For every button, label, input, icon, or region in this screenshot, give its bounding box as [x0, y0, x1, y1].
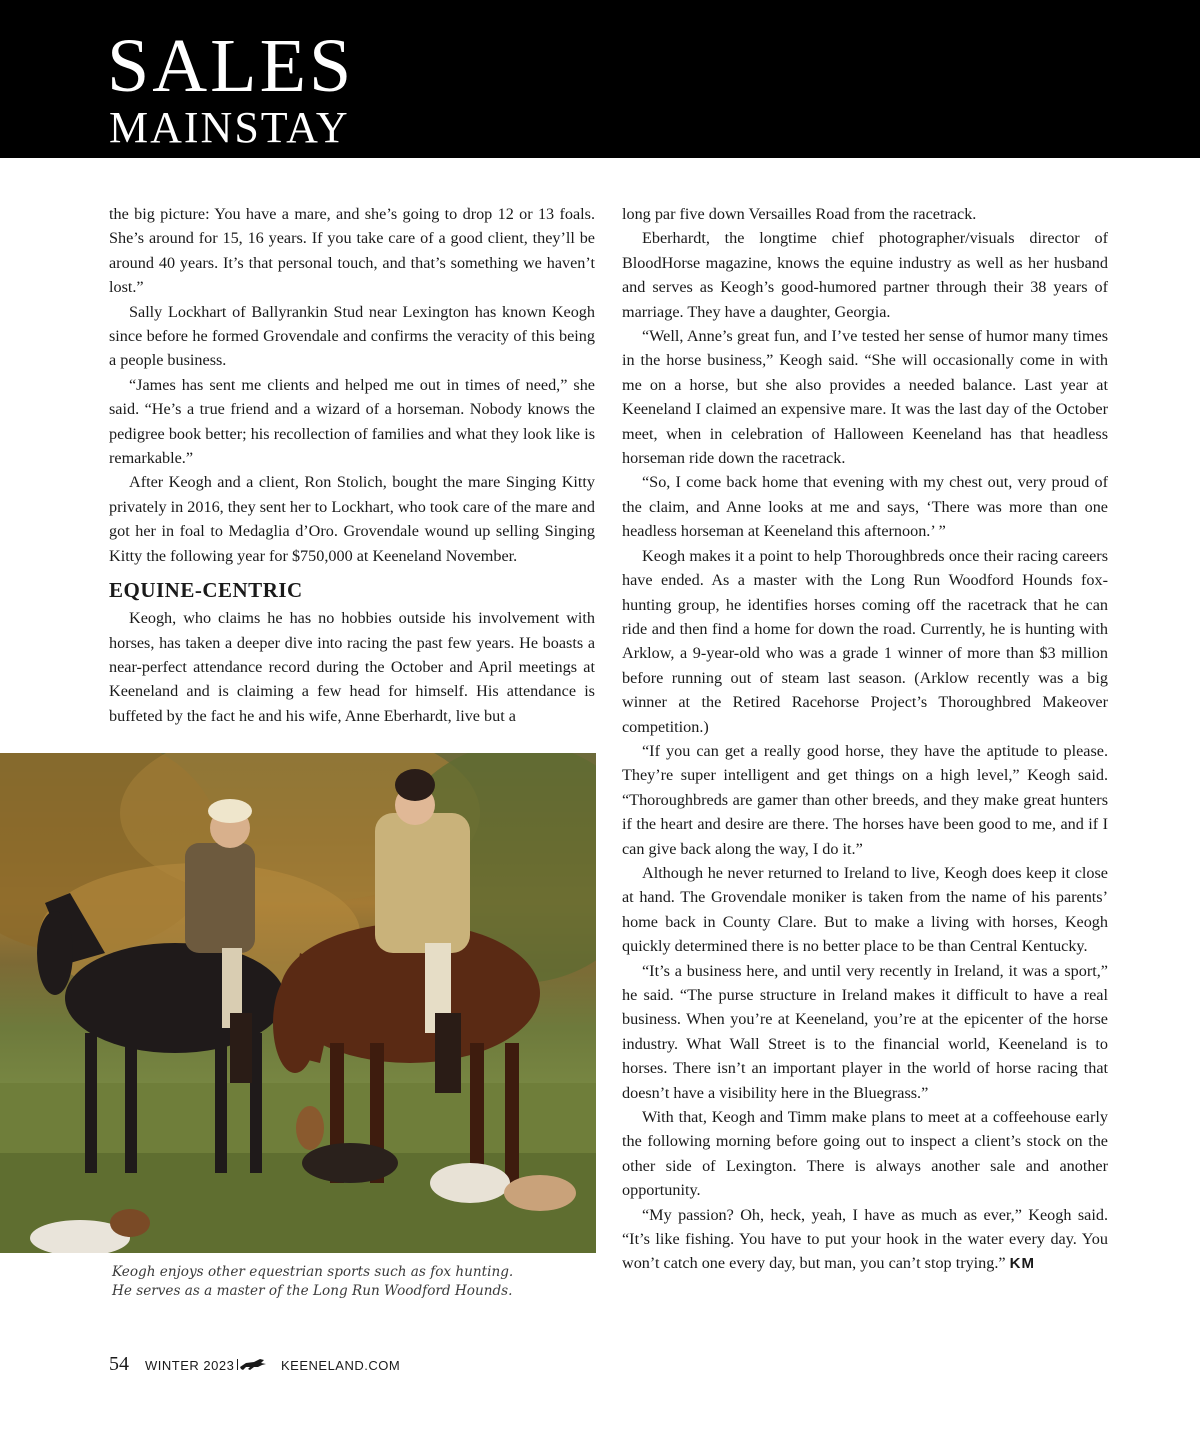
section-title: SALES	[107, 24, 355, 108]
body-paragraph: Although he never returned to Ireland to live, Keogh does keep it close at hand. The Grovendale moniker is taken from the name of his parents’ home back in County Clare. But to make a living with horses, Keogh quickly determined there is no better place to be than Central Kentucky.	[622, 863, 1108, 956]
keeneland-horse-logo-icon	[236, 1355, 272, 1373]
end-mark: KM	[1009, 1255, 1035, 1273]
caption-line: He serves as a master of the Long Run Woodford Hounds.	[112, 1283, 513, 1299]
body-paragraph: “Well, Anne’s great fun, and I’ve tested her sense of humor many times in the horse business,” Keogh said. “She will occasionally come in with me on a horse, but she also provides a needed balance. Last year at Keeneland I claimed an expensive mare. It was the last day of the October meet, when in celebration of Halloween Keeneland has that headless horseman ride down the racetrack.	[622, 327, 1108, 468]
website-label: KEENELAND.COM	[281, 1358, 401, 1373]
section-subtitle: MAINSTAY	[109, 103, 350, 152]
issue-label: WINTER 2023	[145, 1358, 235, 1373]
photo-caption	[112, 1263, 582, 1301]
final-paragraph	[622, 1203, 1108, 1277]
body-paragraph: “It’s a business here, and until very recently in Ireland, it was a sport,” he said. “The purse structure in Ireland makes it difficult to have a real business. When you’re at Keeneland, you’re at the epicenter of the horse industry. What Wall Street is to the financial world, Keeneland is to horses. There isn’t an important player in the world of horse racing that doesn’t have a visibility here in the Bluegrass.”	[622, 961, 1108, 1102]
body-paragraph: Eberhardt, the longtime chief photographer/visuals director of BloodHorse magazine, knows the equine industry as well as her husband and serves as Keogh’s good-humored partner through their 38 years of marriage. They have a daughter, Georgia.	[622, 229, 1108, 321]
fox-hunting-photo	[0, 753, 596, 1253]
final-paragraph-text: “My passion? Oh, heck, yeah, I have as much as ever,” Keogh said. “It’s like fishing. You have to put your hook in the water every day. You won’t catch one every day, but man, you can’t stop trying.”	[622, 1205, 1108, 1273]
section-heading: EQUINE-CENTRIC	[109, 578, 303, 603]
body-paragraph: the big picture: You have a mare, and she’s going to drop 12 or 13 foals. She’s around for 15, 16 years. If you take care of a good client, they’ll be around 40 years. It’s that personal touch, and that’s something we haven’t lost.”	[109, 205, 595, 297]
photo-illustration	[0, 753, 596, 1253]
right-column	[622, 202, 1108, 1277]
page-number: 54	[109, 1353, 129, 1375]
section-banner	[0, 0, 1200, 158]
body-paragraph: long par five down Versailles Road from the racetrack.	[622, 205, 977, 223]
body-paragraph: After Keogh and a client, Ron Stolich, bought the mare Singing Kitty privately in 2016, they sent her to Lockhart, who took care of the mare and got her in foal to Medaglia d’Oro. Grovendale wound up selling Singing Kitty the following year for $750,000 at Keeneland November.	[109, 473, 595, 565]
body-paragraph: With that, Keogh and Timm make plans to meet at a coffeehouse early the following morning before going out to inspect a client’s stock on the other side of Lexington. There is always another sale and another opportunity.	[622, 1108, 1108, 1200]
body-paragraph: “If you can get a really good horse, they have the aptitude to please. They’re super intelligent and get things on a high level,” Keogh said. “Thoroughbreds are gamer than other breeds, and they make great hunters if the heart and desire are there. The horses have been good to me, and if I can give back along the way, I do it.”	[622, 741, 1108, 858]
body-paragraph: “So, I come back home that evening with my chest out, very proud of the claim, and Anne looks at me and says, ‘There was more than one headless horseman at Keeneland this afternoon.’ ”	[622, 473, 1108, 541]
body-paragraph: “James has sent me clients and helped me out in times of need,” she said. “He’s a true friend and a wizard of a horseman. Nobody knows the pedigree book better; his recollection of families and what they look like is remarkable.”	[109, 375, 595, 468]
caption-line: Keogh enjoys other equestrian sports such as fox hunting.	[112, 1264, 514, 1280]
body-paragraph: Keogh, who claims he has no hobbies outside his involvement with horses, has taken a deeper dive into racing the past few years. He boasts a near-perfect attendance record during the October and April meetings at Keeneland and is claiming a few head for himself. His attendance is buffeted by the fact he and his wife, Anne Eberhardt, live but a	[109, 609, 595, 725]
body-paragraph: Sally Lockhart of Ballyrankin Stud near Lexington has known Keogh since before he formed Grovendale and confirms the veracity of this being a people business.	[109, 302, 595, 370]
body-paragraph: Keogh makes it a point to help Thoroughbreds once their racing careers have ended. As a master with the Long Run Woodford Hounds fox-hunting group, he identifies horses coming off the racetrack that he can ride and then find a home for down the road. Currently, he is hunting with Arklow, a 9-year-old who was a grade 1 winner of more than $3 million before running out of steam last season. (Arklow recently was a big winner at the Retired Racehorse Project’s Thoroughbred Makeover competition.)	[622, 546, 1108, 736]
left-column	[109, 202, 595, 728]
